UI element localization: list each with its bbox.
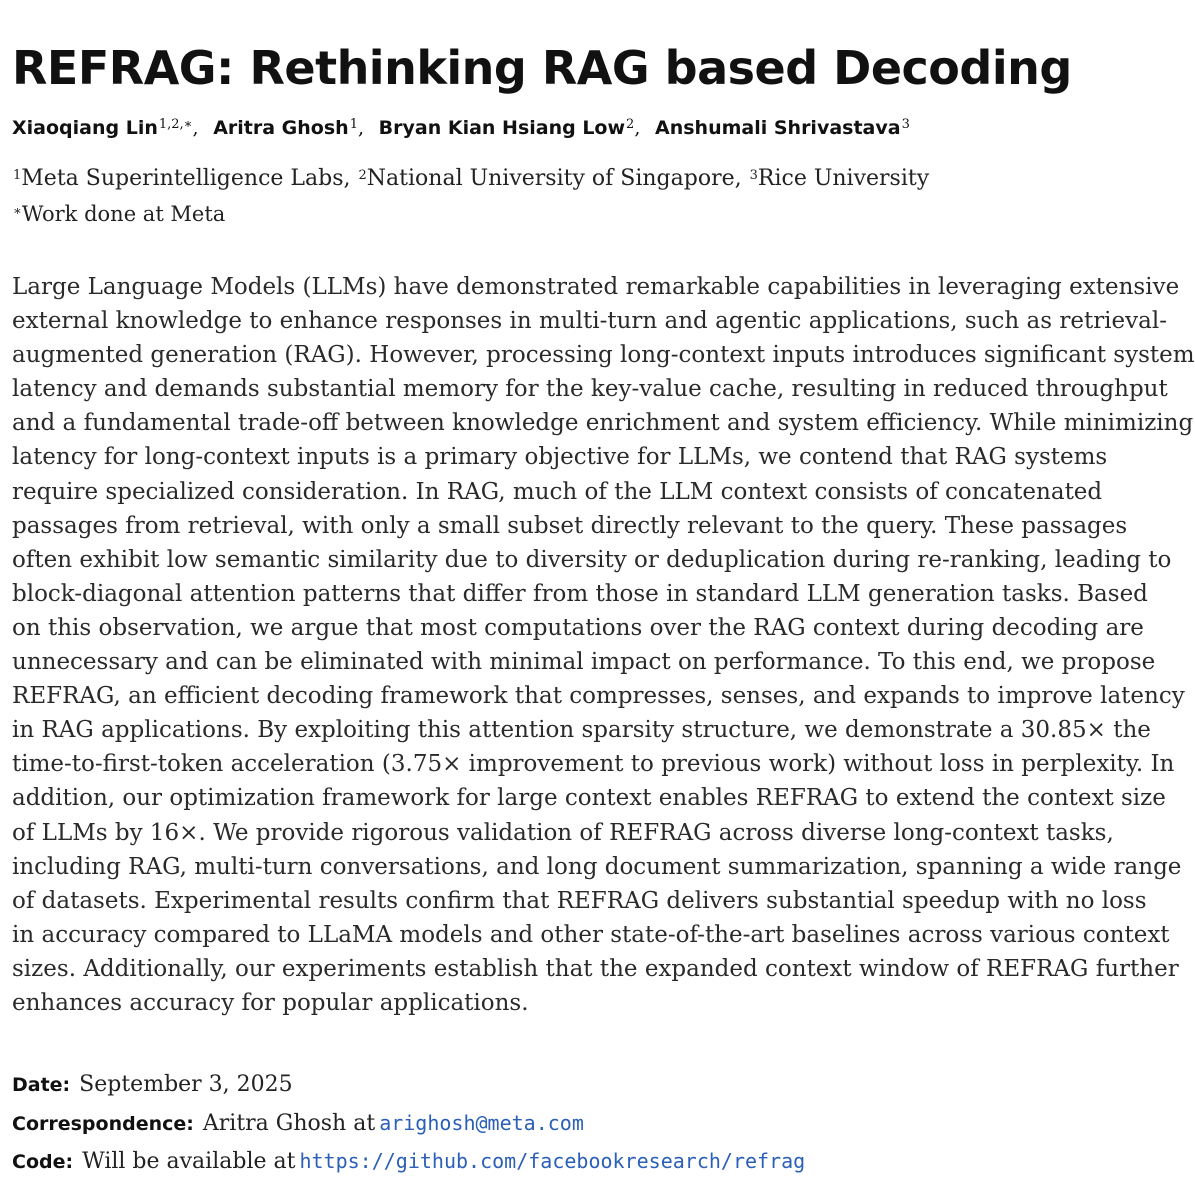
abstract-line: passages from retrieval, with only a small subset directly relevant to the query. These passages [12, 512, 1128, 539]
abstract-line: external knowledge to enhance responses in multi-turn and agentic applications, such as retrieval- [12, 308, 1167, 335]
abstract-line: time-to-first-token acceleration (3.75× improvement to previous work) without loss in perplexity. In [12, 751, 1175, 778]
abstract-line: in accuracy compared to LLaMA models and other state-of-the-art baselines across various context [12, 921, 1170, 948]
author-affiliation-mark: 1,2,∗ [158, 117, 193, 132]
abstract-line: require specialized consideration. In RAG, much of the LLM context consists of concatenated [12, 478, 1103, 505]
abstract-line: of datasets. Experimental results confirm that REFRAG delivers substantial speedup with no loss [12, 887, 1147, 914]
abstract-line: often exhibit low semantic similarity due to diversity or deduplication during re-ranking, leading to [12, 546, 1172, 573]
affiliation-list [12, 162, 929, 196]
abstract-line: on this observation, we argue that most computations over the RAG context during decoding are [12, 614, 1144, 641]
correspondence-email-link[interactable]: arighosh@meta.com [379, 1111, 584, 1135]
author-name: Aritra Ghosh [213, 117, 349, 139]
affiliation-mark: 1 [13, 168, 22, 183]
abstract-line: block-diagonal attention patterns that differ from those in standard LLM generation tasks. Based [12, 580, 1148, 607]
date-row [12, 1066, 805, 1104]
affiliation-mark: 2 [358, 168, 367, 183]
paper-metadata [12, 1066, 805, 1180]
abstract-line: Large Language Models (LLMs) have demonstrated remarkable capabilities in leveraging extensive [12, 274, 1180, 300]
code-label: Code: [12, 1151, 74, 1173]
correspondence-row [12, 1104, 805, 1142]
affiliation-mark: 3 [749, 168, 758, 183]
affiliation-name: National University of Singapore, [366, 166, 749, 191]
code-row [12, 1142, 805, 1180]
author-name: Bryan Kian Hsiang Low [378, 117, 626, 139]
author-list [12, 110, 910, 146]
abstract-line: REFRAG, an efficient decoding framework that compresses, senses, and expands to improve latency [12, 683, 1185, 710]
abstract-line: enhances accuracy for popular applications. [12, 989, 529, 1016]
abstract-line: latency and demands substantial memory for the key-value cache, resulting in reduced throughput [12, 376, 1168, 403]
abstract-line: augmented generation (RAG). However, processing long-context inputs introduces significant system [12, 342, 1195, 369]
abstract-line: unnecessary and can be eliminated with minimal impact on performance. To this end, we propose [12, 649, 1156, 676]
note-text: Work done at Meta [21, 202, 226, 226]
author-affiliation-mark: 3 [901, 117, 910, 132]
author-name: Xiaoqiang Lin [12, 117, 158, 139]
author-affiliation-mark: 1 [349, 117, 358, 132]
author-separator: , [357, 117, 365, 139]
author-affiliation-mark: 2 [626, 117, 635, 132]
abstract [12, 270, 1195, 1020]
abstract-line: latency for long-context inputs is a primary objective for LLMs, we contend that RAG systems [12, 444, 1108, 471]
author-separator: , [192, 117, 199, 139]
abstract-line: including RAG, multi-turn conversations, and long document summarization, spanning a wide range [12, 853, 1182, 880]
abstract-line: and a fundamental trade-off between knowledge enrichment and system efficiency. While minimizing [12, 410, 1194, 437]
correspondence-label: Correspondence: [12, 1113, 194, 1135]
date-label: Date: [12, 1074, 71, 1096]
work-note [12, 198, 225, 230]
affiliation-name: Meta Superintelligence Labs, [21, 166, 358, 191]
code-value: Will be available at [82, 1149, 296, 1174]
correspondence-value: Aritra Ghosh at [202, 1111, 376, 1136]
date-value: September 3, 2025 [79, 1072, 293, 1097]
author-name: Anshumali Shrivastava [655, 117, 901, 139]
abstract-line: addition, our optimization framework for large context enables REFRAG to extend the context size [12, 785, 1166, 812]
affiliation-name: Rice University [757, 166, 930, 191]
author-separator: , [634, 117, 641, 139]
abstract-line: of LLMs by 16×. We provide rigorous validation of REFRAG across diverse long-context tasks, [12, 819, 1114, 846]
abstract-line: sizes. Additionally, our experiments establish that the expanded context window of REFRAG further [12, 955, 1179, 982]
code-repository-link[interactable]: https://github.com/facebookresearch/refrag [299, 1149, 806, 1173]
paper-title: REFRAG: Rethinking RAG based Decoding [12, 41, 1072, 95]
note-mark: ∗ [13, 204, 22, 219]
abstract-line: in RAG applications. By exploiting this attention sparsity structure, we demonstrate a 30.85× the [12, 717, 1151, 744]
